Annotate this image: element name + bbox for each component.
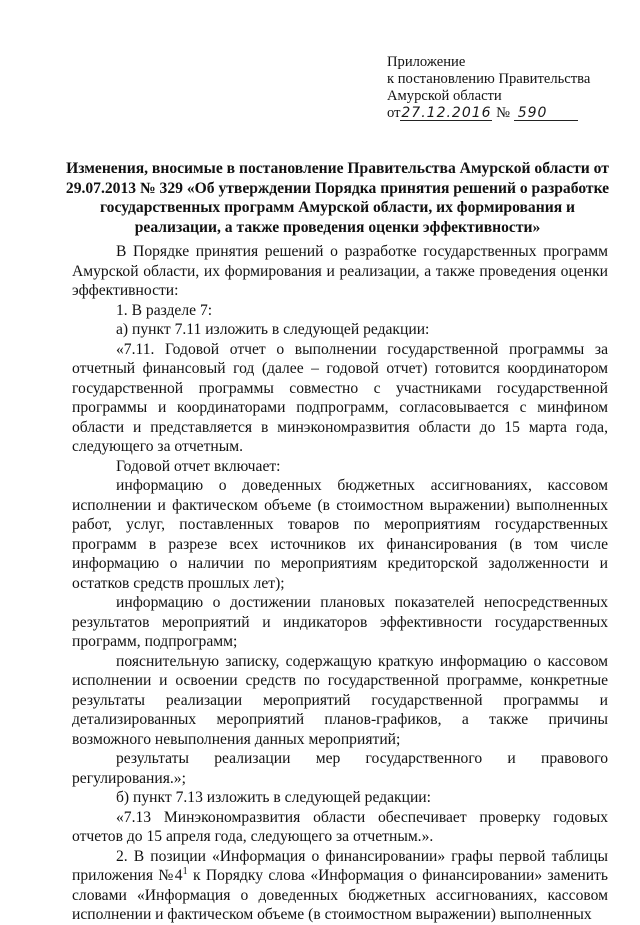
superscript-1: 1 [182, 865, 188, 877]
paragraph-info-assignments: информацию о доведенных бюджетных ассигнованиях, кассовом исполнении и фактическом объеме (в стоимостном выражении) выполненных работ, услуг, поставленных товаров по мероприятиям государственных программ в разрезе всех источников их финансирования (в том числе информацию о наличии по мероприятиям кредиторской задолженности и остатков средств прошлых лет); [72, 477, 608, 592]
handwritten-number: 590 [514, 106, 578, 121]
paragraph-explanatory-note: пояснительную записку, содержащую краткую информацию о кассовом исполнении и освоении средств по государственной программе, конкретные результаты реализации мероприятий государственной программы и детализированных мероприятий планов-графиков, а также причины возможного невыполнения данных мероприятий; [72, 652, 608, 748]
date-prefix: от [387, 105, 401, 121]
paragraph-7-11: «7.11. Годовой отчет о выполнении государственной программы за отчетный финансовый год (далее – годовой отчет) готовится координатором государственной программы совместно с участниками государственной программы и координаторами подпрограмм, согласовывается с минфином области и представляется в минэкономразвития области до 15 марта года, следующего за отчетным. [72, 340, 608, 455]
paragraph-intro: В Порядке принятия решений о разработке государственных программ Амурской области, их формирования и реализации, а также проведения оценки эффективности: [72, 243, 608, 299]
point-2-text-start: 2. В позиции «Информация о финансировании» графы первой таблицы приложения №4 [72, 847, 608, 884]
appendix-line-1: Приложение [387, 54, 466, 70]
document-title: Изменения, вносимые в постановление Правительства Амурской области от 29.07.2013 № 329 «Об утверждении Порядка принятия решений о разработке государственных программ Амурской области, их формирования и реализации, а также проведения оценки эффективности» [65, 160, 610, 236]
appendix-date-number [387, 105, 627, 122]
paragraph-report-includes: Годовой отчет включает: [116, 457, 281, 475]
appendix-line-3: Амурской области [387, 88, 502, 104]
paragraph-item-a: а) пункт 7.11 изложить в следующей редакции: [116, 321, 430, 338]
document-body [72, 242, 608, 925]
handwritten-date: 27.12.2016 [401, 105, 492, 121]
paragraph-7-13: «7.13 Минэкономразвития области обеспечивает проверку годовых отчетов до 15 апреля года, следующего за отчетным.». [72, 808, 608, 845]
paragraph-point-2 [72, 847, 608, 925]
paragraph-item-b: б) пункт 7.13 изложить в следующей редакции: [116, 789, 431, 806]
paragraph-section-7: 1. В разделе 7: [116, 301, 213, 319]
paragraph-regulation-results: результаты реализации мер государственного и правового регулирования.»; [72, 750, 608, 787]
appendix-line-2: к постановлению Правительства [387, 71, 591, 87]
point-2-text-end: к Порядку слова «Информация о финансировании» заменить словами «Информация о доведенных бюджетных ассигнованиях, кассовом исполнении и фактическом объеме (в стоимостном выражении) выполненных [72, 867, 608, 923]
paragraph-info-indicators: информацию о достижении плановых показателей непосредственных результатов мероприятий и индикаторов эффективности государственных программ, подпрограмм; [72, 594, 608, 650]
appendix-header [387, 54, 627, 122]
number-prefix: № [496, 105, 511, 121]
